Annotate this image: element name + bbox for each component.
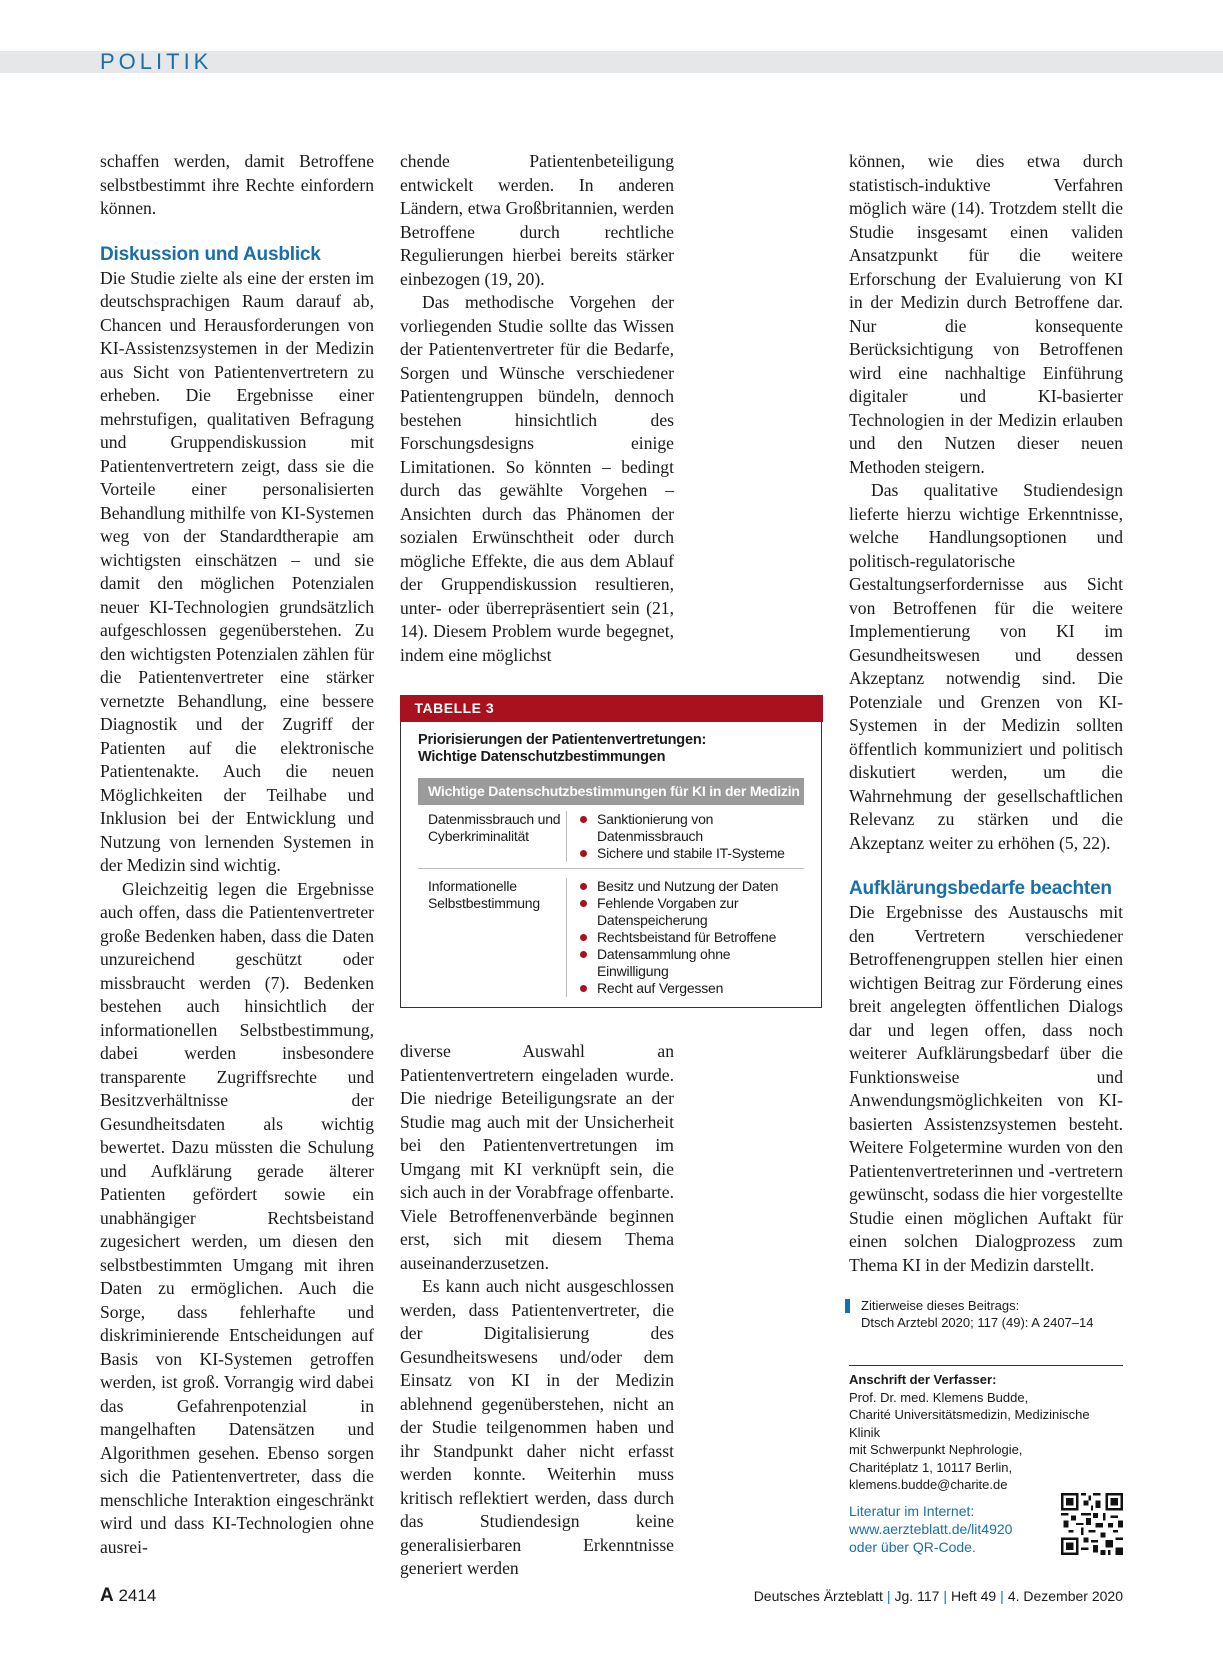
journal-footer bbox=[754, 1588, 1123, 1604]
paragraph: Gleichzeitig legen die Ergebnisse auch offen, dass die Patientenvertreter große Bedenken haben, dass die Daten unzureichend geschützt oder missbraucht werden (7). Bedenken bestehen auch hinsichtlich der informationellen Selbstbestimmung, dabei werden insbesondere transparente Zugriffsrechte und Besitzverhältnisse der Gesundheitsdaten als wichtig bewertet. Dazu müssten die Schulung und Aufklärung gerade älterer Patienten gefördert sowie ein unabhängiger Rechtsbeistand zugesichert werden, um diesen den selbstbestimmten Umgang mit ihren Daten zu ermöglichen. Auch die Sorge, dass fehlerhafte und diskriminierende Entscheidungen auf Basis von KI-Systemen getroffen werden, ist groß. Vorrangig wird dabei das Gefahrenpotenzial in mangelhaften Datensätzen und Algorithmen gesehen. Ebenso sorgen sich die Patientenvertreter, dass die menschliche Interaktion eingeschränkt wird und dass KI-Technologien ohne ausrei- bbox=[100, 878, 374, 1557]
footer-separator: | bbox=[1000, 1588, 1004, 1604]
table-item: Recht auf Vergessen bbox=[579, 980, 804, 997]
author-address bbox=[849, 1365, 1123, 1494]
table-label: TABELLE 3 bbox=[400, 695, 823, 722]
table-category: Informationelle Selbstbestimmung bbox=[418, 878, 567, 997]
journal-date: 4. Dezember 2020 bbox=[1007, 1588, 1123, 1604]
table-category: Datenmissbrauch und Cyberkriminalität bbox=[418, 811, 567, 862]
literature-link[interactable]: www.aerzteblatt.de/lit4920 bbox=[849, 1521, 1013, 1537]
table-item: Datensammlung ohne Einwilligung bbox=[579, 946, 804, 980]
table-3 bbox=[400, 695, 822, 1008]
footer-separator: | bbox=[943, 1588, 948, 1604]
table-title bbox=[401, 722, 821, 766]
journal-name: Deutsches Ärzteblatt bbox=[753, 1588, 883, 1604]
table-item-list bbox=[567, 878, 804, 997]
column-2 bbox=[400, 150, 674, 667]
address-label: Anschrift der Verfasser: bbox=[849, 1372, 997, 1387]
page-prefix: A bbox=[100, 1585, 114, 1606]
paragraph: Das methodische Vorgehen der vorliegenden Studie sollte das Wissen der Patientenvertreter für die Bedarfe, Sorgen und Wünsche verschiedener Patientengruppen bündeln, dennoch bestehen hinsichtlich des Forschungsdesigns einige Limitationen. So könnten – bedingt durch das gewählte Vorgehen – Ansichten durch das Phänomen der sozialen Erwünschtheit oder durch mögliche Effekte, die aus dem Ablauf der Gruppendiskussion resultieren, unter- oder überrepräsentiert sein (21, 14). Diesem Problem wurde begegnet, indem eine möglichst bbox=[400, 292, 674, 665]
column-2-lower bbox=[400, 1040, 674, 1581]
table-title-line: Priorisierungen der Patientenvertretungen: bbox=[418, 731, 707, 748]
table-title-line: Wichtige Datenschutzbestimmungen bbox=[418, 748, 666, 765]
literature-qr-hint: oder über QR-Code. bbox=[849, 1539, 976, 1555]
paragraph: chende Patientenbeteiligung entwickelt werden. In anderen Ländern, etwa Großbritannien, werden Betroffene durch rechtliche Regulierungen hierbei bereits stärker einbezogen (19, 20). bbox=[400, 151, 674, 289]
table-row bbox=[418, 869, 804, 997]
page-number bbox=[100, 1585, 156, 1607]
paragraph: können, wie dies etwa durch statistisch-induktive Verfahren möglich wäre (14). Trotzdem stellt die Studie insgesamt einen validen Ansatzpunkt für die weitere Erforschung der Evaluierung von KI in der Medizin durch Betroffene dar. Nur die konsequente Berücksichtigung von Betroffenen wird eine nachhaltige Einführung digitaler und KI-basierter Technologien in der Medizin erlauben und den Nutzen dieser neuen Methoden steigern. bbox=[849, 151, 1123, 477]
literature-note bbox=[849, 1502, 1012, 1556]
citation-marker bbox=[845, 1299, 850, 1313]
section-label: POLITIK bbox=[100, 49, 213, 74]
paragraph: schaffen werden, damit Betroffene selbstbestimmt ihre Rechte einfordern können. bbox=[100, 151, 374, 218]
address-line: mit Schwerpunkt Nephrologie, bbox=[849, 1442, 1023, 1457]
address-line: Charitéplatz 1, 10117 Berlin, bbox=[849, 1459, 1013, 1475]
literature-label: Literatur im Internet: bbox=[849, 1503, 975, 1519]
paragraph: Das qualitative Studiendesign lieferte hierzu wichtige Erkenntnisse, welche Handlungsoptionen und politisch-regulatorische Gestaltungserfordernisse aus Sicht von Betroffenen für die weitere Implementierung von KI im Gesundheitswesen und dessen Akzeptanz notwendig sind. Die Potenziale und Grenzen von KI-Systemen in der Medizin sollten öffentlich kommuniziert und politisch diskutiert werden, um die Wahrnehmung der gesellschaftlichen Relevanz zu stärken und die Akzeptanz weiter zu erhöhen (5, 22). bbox=[849, 480, 1123, 853]
section-heading: Diskussion und Ausblick bbox=[100, 243, 321, 265]
citation bbox=[849, 1297, 1093, 1331]
table-row bbox=[418, 805, 804, 869]
table-item: Fehlende Vorgaben zur Datenspeicherung bbox=[579, 895, 804, 929]
footer-separator: | bbox=[886, 1588, 891, 1604]
table-item: Sanktionierung von Datenmissbrauch bbox=[579, 811, 804, 845]
paragraph: diverse Auswahl an Patientenvertretern eingeladen wurde. Die niedrige Beteiligungsrate an der Studie mag auch mit der Unsicherheit bei den Patientenvertretungen im Umgang mit KI verknüpft sein, die sich auch in der Vorabfrage offenbarte. Viele Betroffenenverbände beginnen erst, sich mit diesem Thema auseinanderzusetzen. bbox=[400, 1041, 674, 1273]
paragraph: Es kann auch nicht ausgeschlossen werden, dass Patientenvertreter, die der Digitalisierung des Gesundheitswesens und/oder dem Einsatz von KI in der Medizin ablehnend gegenüberstehen, nicht an der Studie teilgenommen haben und ihr Standpunkt daher nicht erfasst werden konnte. Weiterhin muss kritisch reflektiert werden, dass durch das Studiendesign keine generalisierbaren Erkenntnisse generiert werden bbox=[400, 1276, 674, 1578]
table-item: Rechtsbeistand für Betroffene bbox=[579, 929, 804, 946]
journal-volume: Jg. 117 bbox=[894, 1588, 940, 1604]
table-item: Sichere und stabile IT-Systeme bbox=[579, 845, 804, 862]
paragraph: Die Ergebnisse des Austauschs mit den Vertretern verschiedener Betroffenengruppen stellen hier einen wichtigen Beitrag zur Förderung eines breit angelegten öffentlichen Dialogs dar und legen offen, dass noch weiterer Aufklärungsbedarf über die Funktionsweise und Anwendungsmöglichkeiten von KI-basierten Assistenzsystemen besteht. Weitere Folgetermine wurden von den Patientenvertreterinnen und -vertretern gewünscht, sodass die hier vorgestellte Studie einen möglichen Auftakt für einen solchen Dialogprozess zum Thema KI in der Medizin darstellt. bbox=[849, 902, 1123, 1275]
address-email[interactable]: klemens.budde@charite.de bbox=[849, 1477, 1008, 1492]
address-line: Charité Universitätsmedizin, Medizinische Klinik bbox=[849, 1407, 1090, 1440]
column-1 bbox=[100, 150, 374, 1559]
table-item-list bbox=[567, 811, 804, 862]
citation-reference: Dtsch Arztebl 2020; 117 (49): A 2407–14 bbox=[861, 1315, 1094, 1330]
table-header: Wichtige Datenschutzbestimmungen für KI in der Medizin bbox=[418, 778, 804, 805]
table-item: Besitz und Nutzung der Daten bbox=[579, 878, 804, 895]
journal-issue: Heft 49 bbox=[951, 1588, 997, 1604]
address-line: Prof. Dr. med. Klemens Budde, bbox=[849, 1389, 1029, 1405]
section-heading: Aufklärungsbedarfe beachten bbox=[849, 878, 1112, 899]
paragraph: Die Studie zielte als eine der ersten im deutschsprachigen Raum darauf ab, Chancen und Herausforderungen von KI-Assistenzsystemen in der Medizin aus Sicht von Patientenvertretern zu erheben. Die Ergebnisse einer mehrstufigen, qualitativen Befragung und Gruppendiskussion mit Patientenvertretern zeigt, dass sie die Vorteile einer personalisierten Behandlung mithilfe von KI-Systemen weg von der Standardtherapie am wichtigsten einschätzen – und sie damit den möglichen Potenzialen neuer KI-Technologien grundsätzlich aufgeschlossen gegenüberstehen. Zu den wichtigsten Potenzialen zählen für die Patientenvertreter eine stärker vernetzte Behandlung, eine bessere Diagnostik und der Zugriff der Patienten auf die elektronische Patientenakte. Auch die neuen Möglichkeiten der Teilhabe und Inklusion bei der Entwicklung und Nutzung von lernenden Systemen in der Medizin sind wichtig. bbox=[100, 267, 374, 875]
column-3 bbox=[849, 150, 1123, 1277]
qr-code-icon[interactable] bbox=[1061, 1493, 1123, 1555]
page-number-value: 2414 bbox=[118, 1586, 157, 1605]
citation-label: Zitierweise dieses Beitrags: bbox=[861, 1298, 1020, 1313]
